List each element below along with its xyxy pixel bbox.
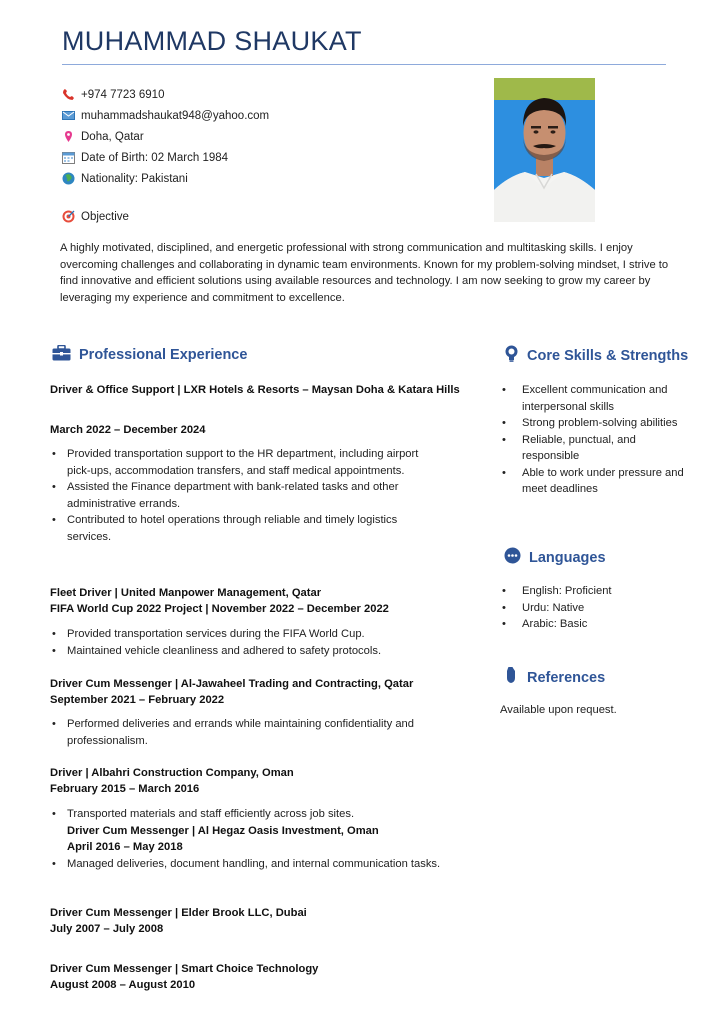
header-rule	[62, 64, 666, 65]
location-text: Doha, Qatar	[81, 130, 144, 143]
list-item: • Provided transportation services during the FIFA World Cup.	[50, 626, 450, 643]
list-item	[50, 806, 460, 856]
list-item: • Assisted the Finance department with bank-related tasks and other administrative errands.	[50, 479, 435, 512]
contact-nationality	[62, 172, 188, 185]
experience-heading	[52, 345, 247, 365]
phone-icon	[62, 88, 75, 101]
contact-location	[62, 130, 144, 143]
job-3-bullets	[50, 716, 460, 749]
list-item: • Provided transportation support to the HR department, including airport pick-ups, accommodation transfers, and staff medical appointments.	[50, 446, 435, 479]
job-4-title: Driver | Albahri Construction Company, Oman	[50, 767, 294, 779]
list-item: • Arabic: Basic	[500, 616, 690, 633]
phone-text: +974 7723 6910	[81, 88, 165, 101]
dob-text: Date of Birth: 02 March 1984	[81, 151, 229, 164]
list-item: • Able to work under pressure and meet deadlines	[500, 465, 690, 498]
job-1-dates: March 2022 – December 2024	[50, 424, 206, 436]
job-4-dates: February 2015 – March 2016	[50, 783, 200, 795]
job-2-dates: FIFA World Cup 2022 Project | November 2022 – December 2022	[50, 603, 389, 615]
job-3-title: Driver Cum Messenger | Al-Jawaheel Trading and Contracting, Qatar	[50, 678, 414, 690]
list-item: • English: Proficient	[500, 583, 690, 600]
references-heading-text: References	[527, 669, 606, 686]
job-6-dates: August 2008 – August 2010	[50, 979, 196, 991]
job-1-bullets	[50, 446, 435, 545]
experience-heading-text: Professional Experience	[79, 347, 248, 363]
job-2-title: Fleet Driver | United Manpower Management, Qatar	[50, 587, 322, 599]
skills-list	[500, 382, 690, 498]
email-icon	[62, 109, 75, 122]
contact-phone	[62, 88, 164, 101]
list-item: • Excellent communication and interpersonal skills	[500, 382, 690, 415]
job-1-title: Driver & Office Support | LXR Hotels & Resorts – Maysan Doha & Katara Hills	[50, 384, 460, 396]
languages-heading-text: Languages	[529, 549, 606, 566]
contact-dob	[62, 151, 228, 164]
list-item: • Contributed to hotel operations through reliable and timely logistics services.	[50, 512, 435, 545]
profile-photo	[494, 78, 595, 222]
skills-heading-text: Core Skills & Strengths	[527, 347, 689, 364]
globe-icon	[62, 172, 75, 185]
chat-bubble-icon	[504, 547, 521, 568]
list-item: • Maintained vehicle cleanliness and adhered to safety protocols.	[50, 643, 450, 660]
job-6-title: Driver Cum Messenger | Smart Choice Technology	[50, 963, 319, 975]
list-item: • Strong problem-solving abilities	[500, 415, 690, 432]
target-icon	[62, 210, 75, 223]
objective-heading-text: Objective	[81, 210, 129, 223]
skills-heading	[504, 345, 688, 366]
nationality-text: Nationality: Pakistani	[81, 172, 188, 185]
lightbulb-icon	[504, 345, 519, 366]
objective-text: A highly motivated, disciplined, and energetic professional with strong communication and multitasking skills. I enjoy overcoming challenges and collaborating in dynamic team environments. Known for my problem-solving mindset, I strive to find innovative and efficient solutions using available resources and technology. I am now seeking to grow my career by leveraging my experience and commitment to excellence.	[60, 242, 669, 304]
job-3-dates: September 2021 – February 2022	[50, 694, 225, 706]
job-5-dates: July 2007 – July 2008	[50, 923, 164, 935]
job-4b-dates: April 2016 – May 2018	[67, 841, 183, 853]
list-item: • Managed deliveries, document handling, and internal communication tasks.	[50, 856, 460, 873]
job-4-bullets	[50, 806, 460, 872]
list-item: • Performed deliveries and errands while maintaining confidentiality and professionalism.	[50, 716, 460, 749]
languages-list	[500, 583, 690, 633]
references-text: Available upon request.	[500, 704, 617, 716]
candidate-name: MUHAMMAD SHAUKAT	[62, 26, 362, 56]
contact-email	[62, 109, 269, 122]
location-pin-icon	[62, 130, 75, 143]
languages-heading	[504, 547, 606, 568]
list-item: • Urdu: Native	[500, 600, 690, 617]
references-heading	[504, 667, 605, 688]
calendar-icon	[62, 151, 75, 164]
job-4b-title: Driver Cum Messenger | Al Hegaz Oasis Investment, Oman	[67, 824, 379, 837]
job-5-title: Driver Cum Messenger | Elder Brook LLC, Dubai	[50, 907, 307, 919]
job-2-bullets	[50, 626, 450, 659]
objective-heading	[62, 210, 129, 223]
job-4-bullet-1: Transported materials and staff efficiently across job sites.	[67, 808, 355, 820]
briefcase-icon	[52, 345, 71, 365]
handshake-icon	[504, 667, 519, 688]
email-text[interactable]: muhammadshaukat948@yahoo.com	[81, 109, 270, 122]
list-item: • Reliable, punctual, and responsible	[500, 432, 690, 465]
